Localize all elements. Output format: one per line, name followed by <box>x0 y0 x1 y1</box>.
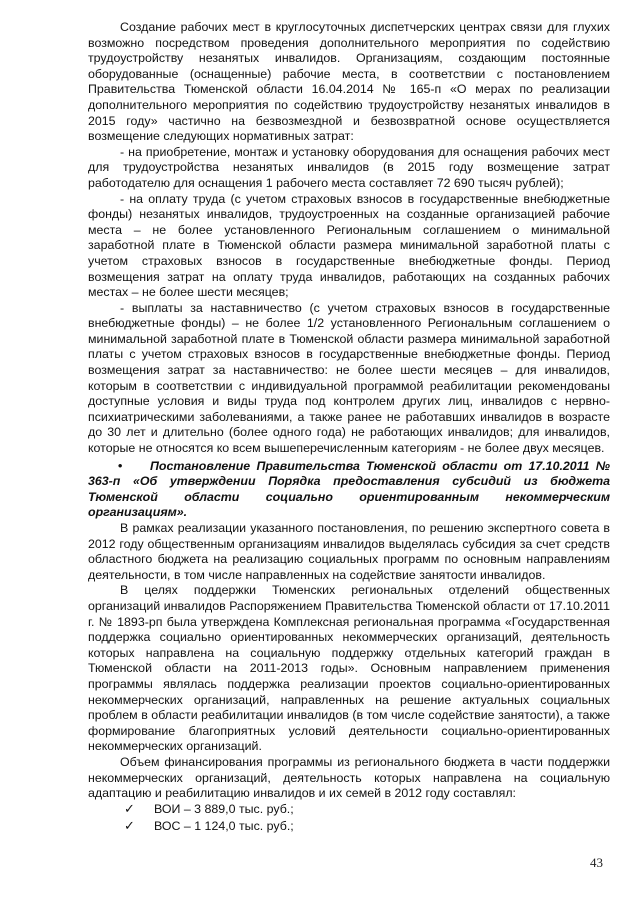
paragraph-program: В целях поддержки Тюменских региональных отделений общественных организаций инвалидов Распоряжением Правительства Тюменской области от 17.10.2011 г. № 1893-рп была утверждена Комплексная региональная программа «Государственная поддержка социально ориентированных некоммерческих организаций, деятельность которых направлена на социальную поддержку отдельных категорий граждан в Тюменской области на 2011-2013 годы». Основным направлением применения программы являлась поддержка реализации проектов социально-ориентированных некоммерческих организаций, направленных на решение актуальных социальных проблем в области реабилитации инвалидов (в том числе содействие занятости), а также формирование благоприятных условий деятельности социально-ориентированных некоммерческих организаций. <box>88 583 610 754</box>
list-item <box>88 819 610 836</box>
paragraph-mentoring-costs: - выплаты за наставничество (с учетом страховых взносов в государственные внебюджетные фонды) – не более 1/2 установленного Региональным соглашением о минимальной заработной плате в Тюменской области размера минимальной заработной платы с учетом страховых взносов в государственные внебюджетные фонды. Период возмещения затрат за наставничество: не более шести месяцев – для инвалидов, которым в соответствии с индивидуальной программой реабилитации рекомендованы доступные условия и виды труда под контролем других лиц, инвалидов с нервно-психиатрическими заболеваниями, а также ранее не работавших инвалидов в возрасте до 30 лет и длительно (более одного года) не работающих инвалидов; для инвалидов, которые не относятся ко всем вышеперечисленным категориям - не более двух месяцев. <box>88 300 610 456</box>
bullet-heading-text: Постановление Правительства Тюменской области от 17.10.2011 № 363-п «Об утверждении Порядка предоставления субсидий из бюджета Тюменской области социально ориентированным некоммерческим организациям». <box>88 458 610 520</box>
paragraph-subsidy: В рамках реализации указанного постановления, по решению экспертного совета в 2012 году общественным организациям инвалидов выделялась субсидия за счет средств областного бюджета на реализацию социальных программ по основным направлениям деятельности, в том числе направленных на содействие занятости инвалидов. <box>88 521 610 582</box>
paragraph-labor-costs: - на оплату труда (с учетом страховых взносов в государственные внебюджетные фонды) незанятых инвалидов, трудоустроенных на созданные организацией рабочие места – не более установленного Региональным соглашением о минимальной заработной плате в Тюменской области размера минимальной заработной платы с учетом страховых взносов в государственные внебюджетные фонды. Период возмещения затрат на оплату труда инвалидов, работающих на созданных рабочих местах – не более шести месяцев; <box>88 191 610 300</box>
document-page <box>88 20 610 836</box>
page-number: 43 <box>590 855 603 870</box>
paragraph-financing: Объем финансирования программы из регионального бюджета в части поддержки некоммерческих организаций, деятельность которых направлена на социальную адаптацию и реабилитацию инвалидов и их семей в 2012 году составлял: <box>88 754 610 801</box>
bullet-icon: • <box>118 458 123 473</box>
paragraph-equipment-costs: - на приобретение, монтаж и установку оборудования для оснащения рабочих мест для трудоустройства незанятых инвалидов (в 2015 году возмещение затрат работодателю для оснащения 1 рабочего места составляет 72 690 тысяч рублей); <box>88 144 610 190</box>
checkmark-icon: ✓ <box>124 818 135 834</box>
checkmark-icon: ✓ <box>124 801 135 817</box>
bullet-heading <box>88 459 610 521</box>
list-item-text: ВОИ – 3 889,0 тыс. руб.; <box>154 801 294 816</box>
list-item <box>88 802 610 819</box>
paragraph-intro: Создание рабочих мест в круглосуточных диспетчерских центрах связи для глухих возможно посредством проведения дополнительного мероприятия по содействию трудоустройству незанятых инвалидов. Организациям, создающим постоянные оборудованные (оснащенные) рабочие места, в соответствии с постановлением Правительства Тюменской области 16.04.2014 № 165-п «О мерах по реализации дополнительного мероприятия по содействию трудоустройству незанятых инвалидов в 2015 году» частично на безвозмездной и безвозвратной основе осуществляется возмещение следующих нормативных затрат: <box>88 20 610 144</box>
check-list <box>88 802 610 836</box>
list-item-text: ВОС – 1 124,0 тыс. руб.; <box>154 818 294 833</box>
